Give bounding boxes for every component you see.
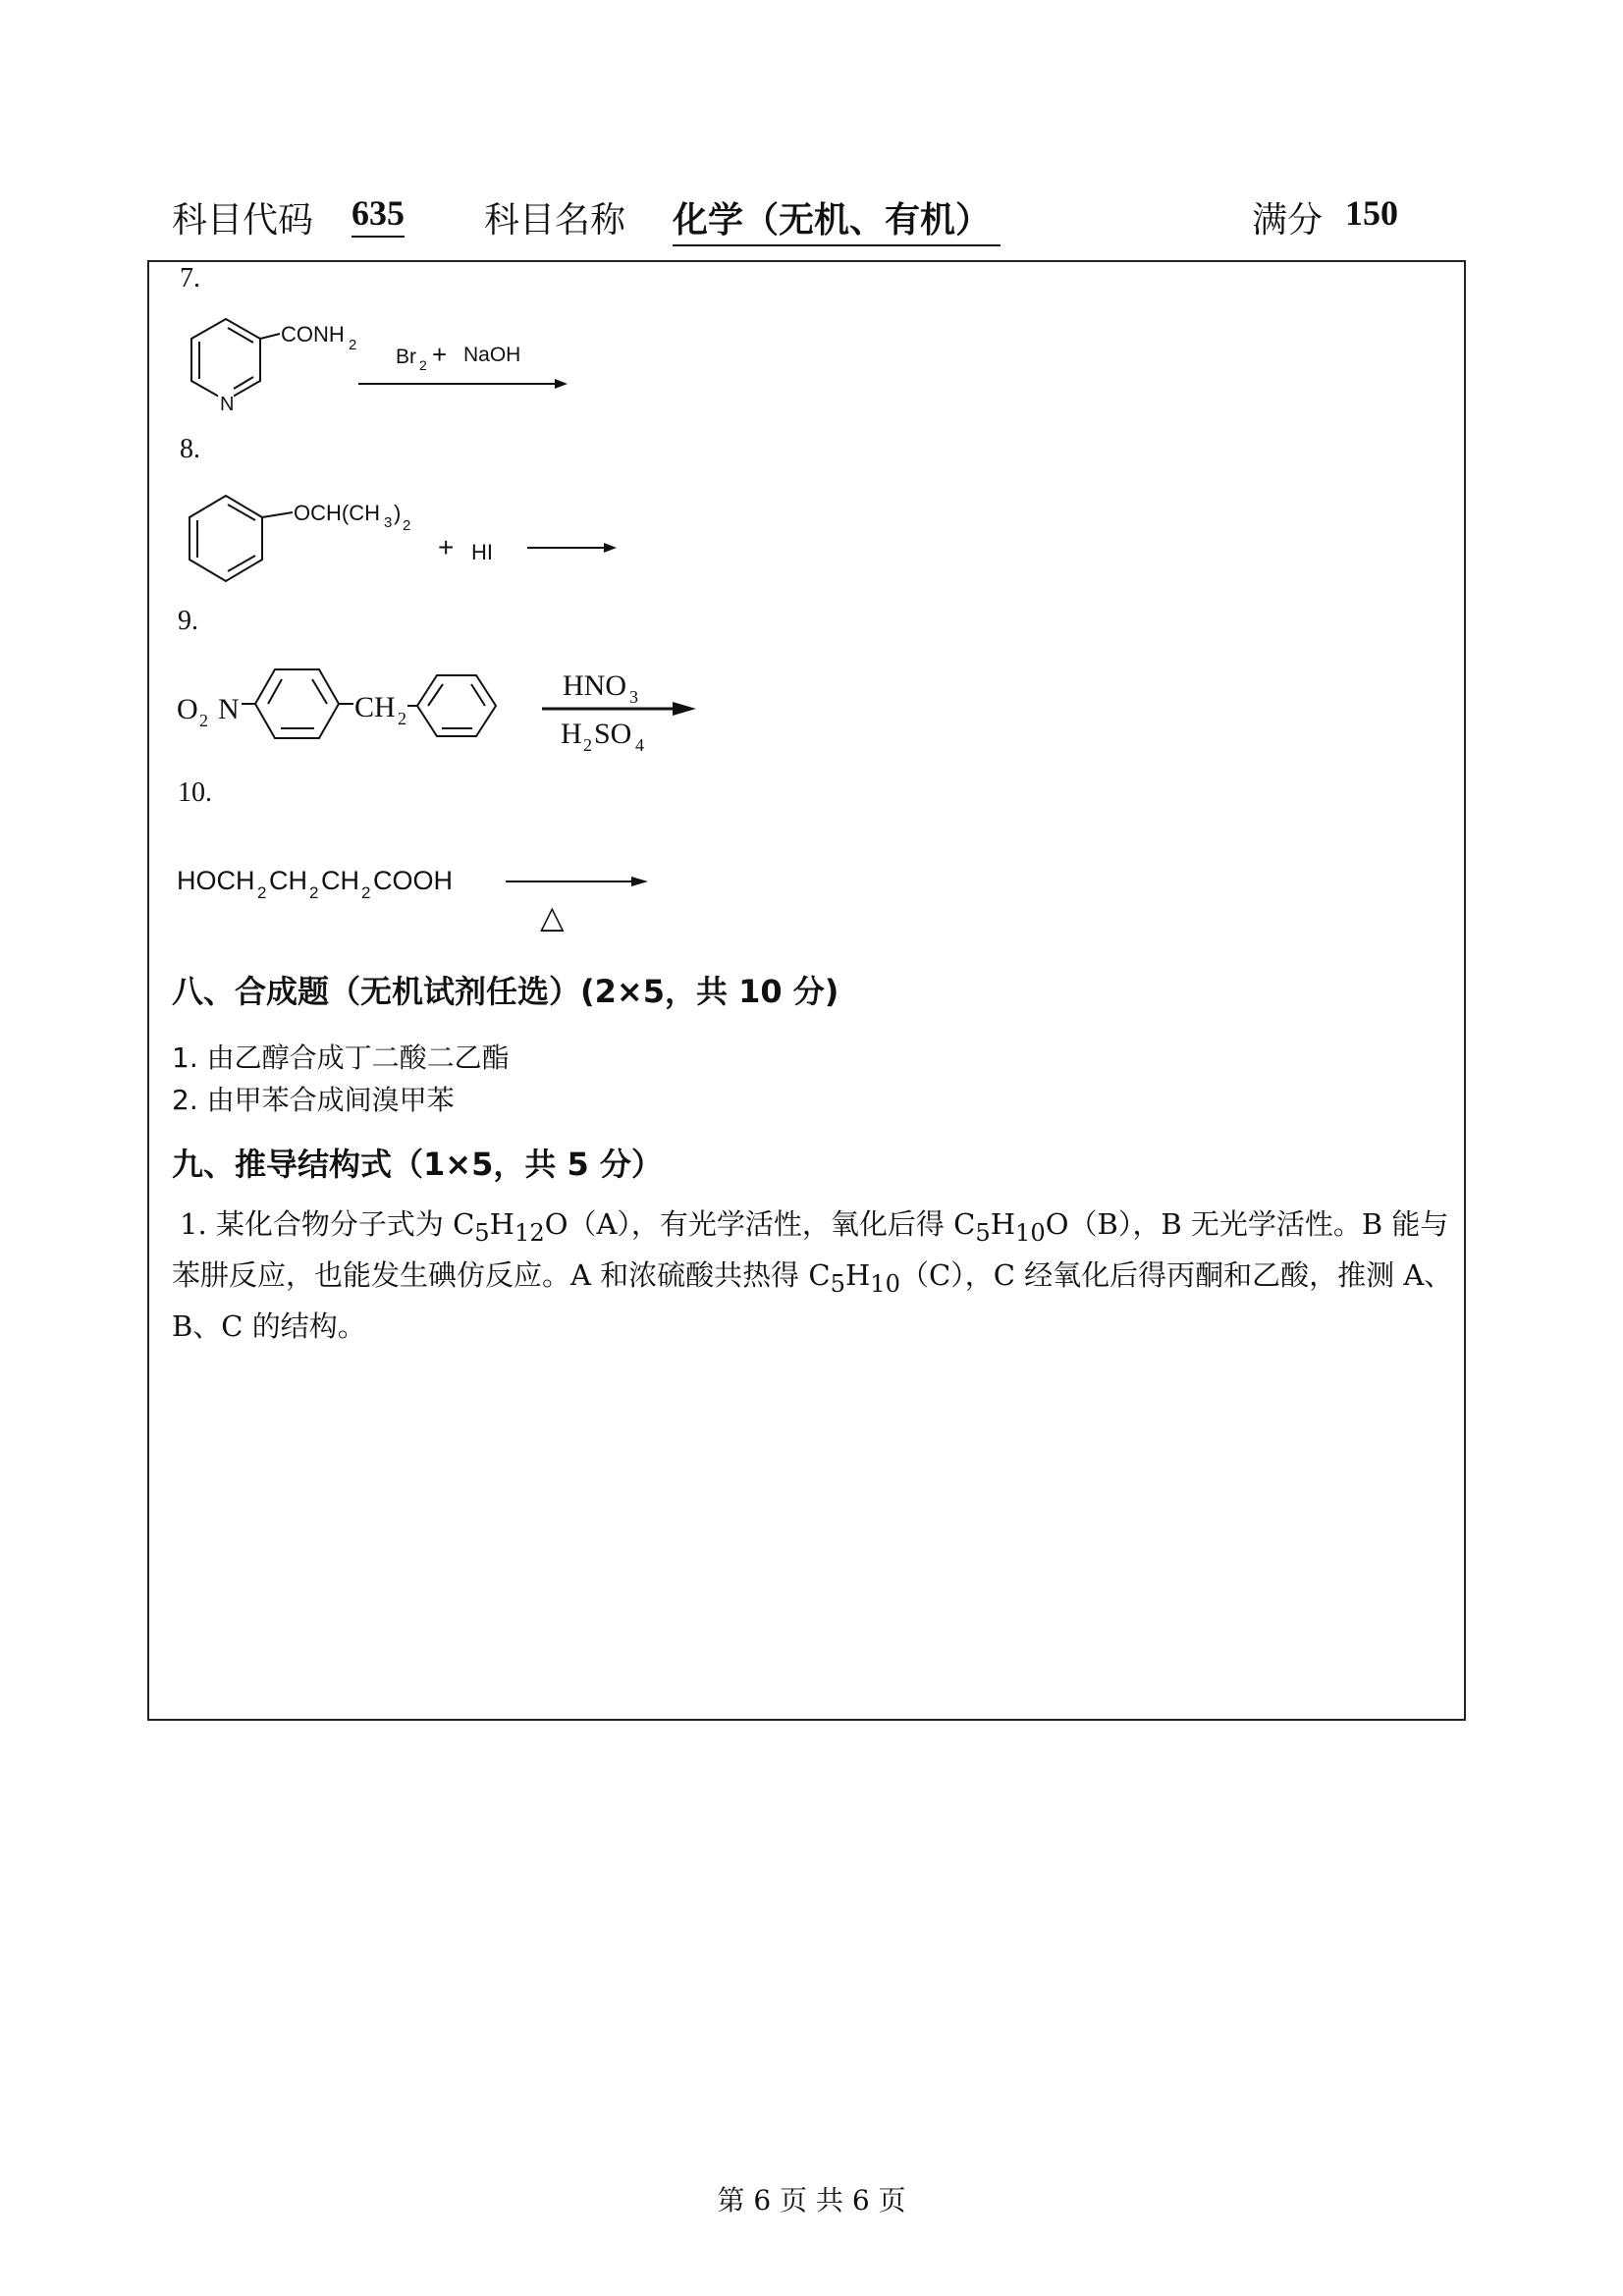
section-8-item-1: 1. 由乙醇合成丁二酸二乙酯 xyxy=(172,1041,510,1074)
question-7-number: 7. xyxy=(180,263,200,294)
text-run: O（B），B 无光学活性。B 能与苯肼反应，也能发生碘仿反应。A 和浓硫酸共热得 C xyxy=(172,1207,1449,1292)
subject-code: 635 xyxy=(352,192,405,238)
plus-sign: + xyxy=(438,532,455,562)
text-run: 1. 某化合物分子式为 C xyxy=(180,1207,475,1241)
formula-part: CH xyxy=(269,866,307,895)
reagent-naoh: NaOH xyxy=(463,344,521,366)
question-10-number: 10. xyxy=(178,777,212,808)
subscript: 5 xyxy=(474,1218,490,1247)
arrow-head-icon xyxy=(631,877,648,886)
reagent-h2so4-part: SO xyxy=(594,718,632,750)
substituent: OCH(CH xyxy=(294,501,380,525)
formula-part: HOCH xyxy=(177,866,255,895)
subject-name-label: 科目名称 xyxy=(484,200,626,240)
score-label: 满分 xyxy=(1252,200,1324,240)
section-8-title: 八、合成题（无机试剂任选）(2×5，共 10 分) xyxy=(172,973,839,1010)
text-run: H xyxy=(844,1257,871,1292)
methylene-bridge: CH xyxy=(354,691,396,723)
reagent-hi: HI xyxy=(471,540,493,564)
reagent-h2so4: H xyxy=(561,718,582,750)
subscript: 12 xyxy=(514,1218,545,1247)
substituent-subscript: 2 xyxy=(403,517,411,534)
subject-name: 化学（无机、有机） xyxy=(673,192,1001,246)
nitro-subscript: 2 xyxy=(199,711,208,730)
section-9-question-1 xyxy=(172,1203,1468,1348)
score: 150 xyxy=(1345,193,1398,233)
text-run: H xyxy=(990,1207,1016,1241)
substituent-close: ) xyxy=(394,501,402,525)
nitro-oxygen: O xyxy=(177,693,198,725)
subscript: 10 xyxy=(1015,1218,1046,1247)
subscript: 5 xyxy=(975,1218,991,1247)
substituent-subscript: 3 xyxy=(384,514,393,531)
formula-subscript: 2 xyxy=(361,883,371,902)
reagent-br2: Br xyxy=(396,346,416,368)
subscript: 5 xyxy=(830,1269,845,1298)
reagent-hno3: HNO xyxy=(563,669,626,702)
reagent-subscript: 4 xyxy=(635,735,644,755)
reagent-subscript: 2 xyxy=(419,357,427,373)
methylene-subscript: 2 xyxy=(398,709,406,728)
subject-code-label: 科目代码 xyxy=(172,200,314,240)
formula-part: COOH xyxy=(373,866,453,895)
formula-subscript: 2 xyxy=(309,883,319,902)
substituent: CONH xyxy=(281,322,345,347)
heat-symbol: △ xyxy=(540,899,565,934)
text-run: O（A），有光学活性，氧化后得 C xyxy=(544,1207,976,1241)
ring-nitrogen: N xyxy=(220,394,235,415)
text-run: （C），C 经氧化后得丙酮和乙酸，推测 A、B、C 的结构。 xyxy=(172,1257,1453,1343)
substituent-subscript: 2 xyxy=(349,337,357,353)
nitro-nitrogen: N xyxy=(218,693,240,725)
formula-subscript: 2 xyxy=(257,883,267,902)
question-9-number: 9. xyxy=(178,606,198,636)
subscript: 10 xyxy=(870,1269,900,1298)
text-run: H xyxy=(489,1207,514,1241)
section-9-title: 九、推导结构式（1×5，共 5 分） xyxy=(172,1146,663,1183)
reagent-subscript: 3 xyxy=(629,687,638,707)
reagent-subscript: 2 xyxy=(583,735,592,755)
formula-part: CH xyxy=(321,866,359,895)
page-footer: 第 6 页 共 6 页 xyxy=(717,2184,906,2216)
plus-sign: + xyxy=(432,340,448,369)
section-8-item-2: 2. 由甲苯合成间溴甲苯 xyxy=(172,1084,455,1116)
question-8-number: 8. xyxy=(180,434,200,464)
